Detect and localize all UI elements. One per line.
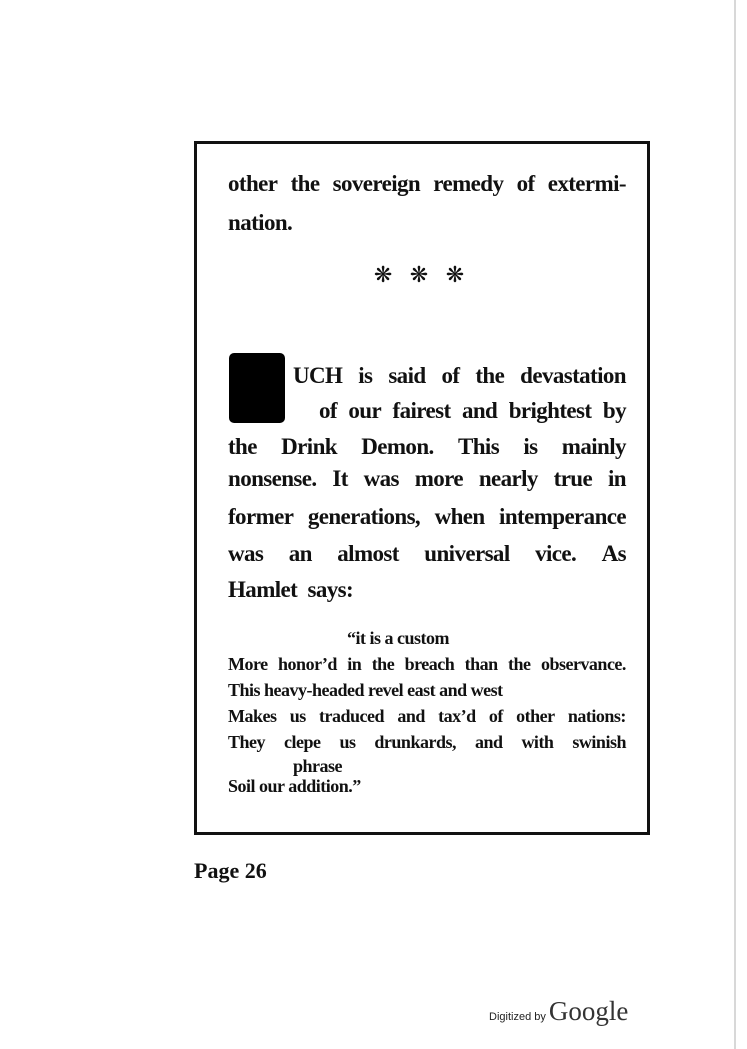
poem-line-7: Soil our addition.”	[228, 776, 361, 796]
word: of	[516, 171, 535, 196]
word: the	[228, 434, 257, 459]
word: tax’d	[438, 706, 476, 726]
word: intemperance	[499, 504, 626, 529]
text-line-2: nation.	[228, 210, 293, 235]
word: by	[602, 398, 626, 423]
word: swinish	[572, 732, 626, 752]
word: is	[523, 434, 538, 459]
word: of	[441, 363, 460, 388]
word: us	[339, 732, 356, 752]
word: our	[348, 398, 382, 423]
word: when	[434, 504, 485, 529]
word: other	[228, 171, 278, 196]
digitized-by-google-watermark	[489, 996, 628, 1027]
word: remedy	[433, 171, 504, 196]
word: It	[332, 466, 348, 491]
word: UCH	[293, 363, 343, 388]
word: with	[521, 732, 554, 752]
word: vice.	[535, 541, 577, 566]
word: clepe	[283, 732, 321, 752]
word: drunkards,	[374, 732, 456, 752]
word: and	[461, 398, 498, 423]
digitized-by-label: Digitized by	[489, 1011, 546, 1023]
word: They	[228, 732, 266, 752]
word: This	[457, 434, 500, 459]
word: nations:	[567, 706, 626, 726]
paragraph-line-6	[228, 541, 626, 567]
paragraph-line-2	[319, 398, 626, 424]
text-frame	[194, 141, 650, 835]
word: Drink	[281, 434, 337, 459]
word: universal	[424, 541, 510, 566]
word: fairest	[392, 398, 451, 423]
word: devastation	[520, 363, 626, 388]
page-number: Page 26	[194, 858, 267, 883]
word: mainly	[561, 434, 626, 459]
word: breach	[404, 654, 455, 674]
word: other	[516, 706, 555, 726]
paragraph-line-3	[228, 434, 626, 460]
word: traduced	[319, 706, 385, 726]
poem-line-6: phrase	[293, 756, 343, 776]
text-line-1	[228, 171, 626, 197]
poem-line-2	[228, 654, 626, 675]
poem-line-3: This heavy-headed revel east and west	[228, 680, 503, 700]
page-edge-line	[734, 0, 736, 1049]
word: than	[464, 654, 498, 674]
word: the	[290, 171, 320, 196]
word: generations,	[307, 504, 421, 529]
word: is	[358, 363, 373, 388]
ornament-divider: ❋ ❋ ❋	[373, 262, 471, 287]
word: of	[319, 398, 337, 423]
word: honor’d	[278, 654, 337, 674]
word: former	[228, 504, 294, 529]
word: said	[388, 363, 426, 388]
word: nearly	[478, 466, 538, 491]
word: true	[553, 466, 593, 491]
word: more	[414, 466, 463, 491]
word: and	[397, 706, 425, 726]
word: Makes	[228, 706, 277, 726]
paragraph-line-1	[293, 363, 626, 389]
word: observance.	[540, 654, 626, 674]
word: the	[371, 654, 395, 674]
word: the	[475, 363, 505, 388]
word: of	[488, 706, 503, 726]
word: As	[601, 541, 626, 566]
poem-line-1: “it is a custom	[347, 628, 449, 648]
poem-line-4	[228, 706, 626, 727]
word: nonsense.	[228, 466, 317, 491]
word: sovereign	[332, 171, 421, 196]
drop-cap-block	[229, 353, 285, 423]
poem-line-5	[228, 732, 626, 753]
google-logo: Google	[548, 996, 629, 1026]
word: brightest	[508, 398, 592, 423]
word: and	[474, 732, 503, 752]
paragraph-line-5	[228, 504, 626, 530]
paragraph-line-7: Hamlet says:	[228, 577, 354, 602]
word: extermi-	[547, 171, 626, 196]
word: an	[288, 541, 312, 566]
word: was	[363, 466, 399, 491]
word: almost	[337, 541, 399, 566]
word: in	[607, 466, 626, 491]
word: the	[508, 654, 531, 674]
word: More	[228, 654, 268, 674]
word: was	[228, 541, 264, 566]
word: us	[289, 706, 306, 726]
word: Demon.	[361, 434, 434, 459]
word: in	[347, 654, 362, 674]
paragraph-line-4	[228, 466, 626, 492]
